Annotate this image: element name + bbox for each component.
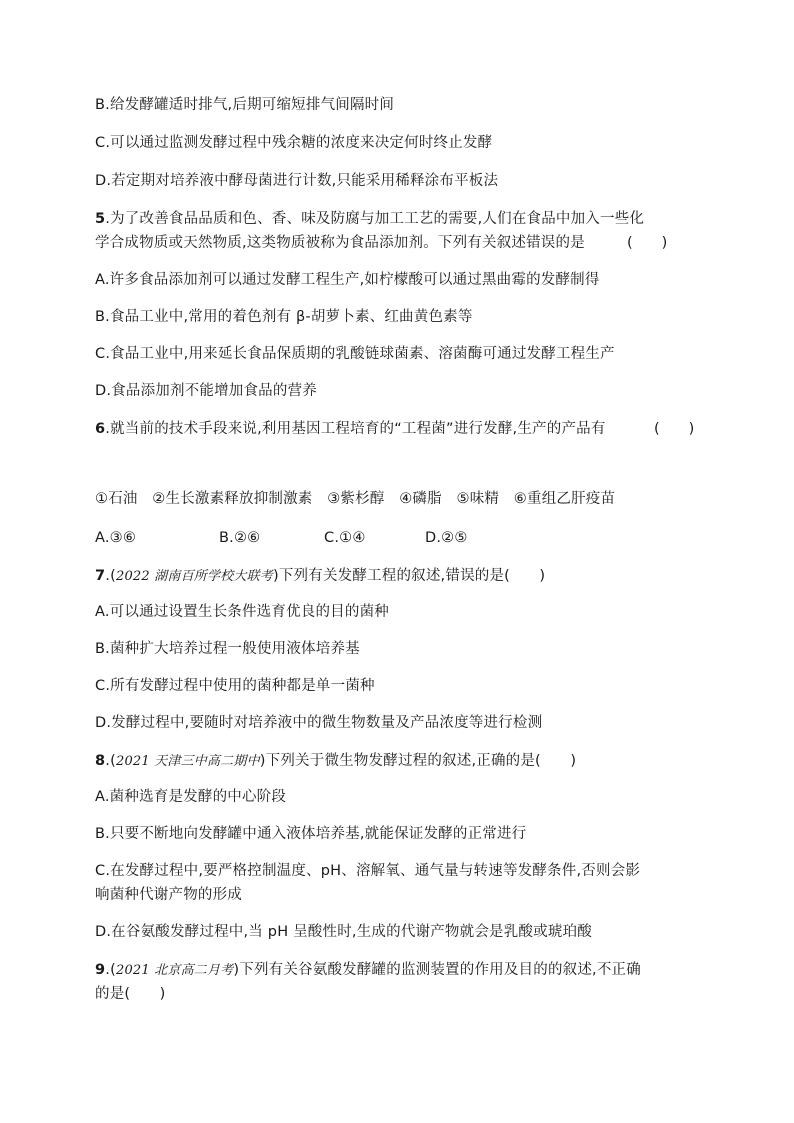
q8-option-b: B.只要不断地向发酵罐中通入液体培养基,就能保证发酵的正常进行 (95, 826, 527, 842)
q6-option-c: C.①④ (324, 530, 366, 546)
q5-option-b: B.食品工业中,常用的着色剂有 β-胡萝卜素、红曲黄色素等 (95, 309, 473, 325)
q5-stem-line2: 学合成物质或天然物质,这类物质被称为食品添加剂。下列有关叙述错误的是 (95, 235, 585, 251)
q5-number: 5 (95, 211, 106, 227)
q7-option-b: B.菌种扩大培养过程一般使用液体培养基 (95, 641, 360, 657)
q7-option-c: C.所有发酵过程中使用的菌种都是单一菌种 (95, 678, 375, 694)
q8-option-a: A.菌种选育是发酵的中心阶段 (95, 789, 287, 805)
q8-option-c-line2: 响菌种代谢产物的形成 (95, 887, 242, 903)
q7-number: 7 (95, 568, 106, 584)
q7-stem (95, 566, 545, 587)
q8-option-d: D.在谷氨酸发酵过程中,当 pH 呈酸性时,生成的代谢产物就会是乳酸或琥珀酸 (95, 924, 592, 940)
q6-option-b: B.②⑥ (219, 530, 261, 546)
q8-stem-text: )下列关于微生物发酵过程的叙述,正确的是( ) (259, 753, 577, 769)
q8-prefix: .( (105, 753, 116, 769)
q7-option-d: D.发酵过程中,要随时对培养液中的微生物数量及产品浓度等进行检测 (95, 715, 543, 731)
q7-stem-text: )下列有关发酵工程的叙述,错误的是( ) (273, 568, 546, 584)
q5-option-a: A.许多食品添加剂可以通过发酵工程生产,如柠檬酸可以通过黑曲霉的发酵制得 (95, 272, 600, 288)
q5-stem-line1 (95, 209, 644, 229)
q8-source: 2021 天津三中高二期中 (115, 754, 260, 769)
q7-source: 2022 湖南百所学校大联考 (115, 569, 273, 584)
q4-option-d: D.若定期对培养液中酵母菌进行计数,只能采用稀释涂布平板法 (95, 173, 499, 189)
q7-prefix: .( (105, 568, 116, 584)
q9-source: 2021 北京高二月考 (115, 963, 234, 978)
q4-option-c: C.可以通过监测发酵过程中残余糖的浓度来决定何时终止发酵 (95, 135, 493, 151)
q5-answer-bracket: ( ) (627, 235, 668, 251)
q9-stem-line2: 的是( ) (95, 986, 166, 1002)
q6-answer-bracket: ( ) (654, 421, 695, 437)
q5-stem-text1: .为了改善食品品质和色、香、味及防腐与加工工艺的需要,人们在食品中加入一些化 (105, 211, 645, 227)
q6-number: 6 (95, 421, 106, 437)
q6-stem (95, 419, 606, 439)
q7-option-a: A.可以通过设置生长条件选育优良的目的菌种 (95, 604, 389, 620)
q6-option-a: A.③⑥ (95, 530, 137, 546)
q5-option-c: C.食品工业中,用来延长食品保质期的乳酸链球菌素、溶菌酶可通过发酵工程生产 (95, 346, 615, 362)
q9-prefix: .( (105, 962, 116, 978)
q9-stem-line1 (95, 960, 641, 981)
q6-option-d: D.②⑤ (425, 530, 468, 546)
q4-option-b: B.给发酵罐适时排气,后期可缩短排气间隔时间 (95, 97, 395, 113)
q8-option-c-line1: C.在发酵过程中,要严格控制温度、pH、溶解氧、通气量与转速等发酵条件,否则会影 (95, 863, 641, 879)
q6-stem-text: .就当前的技术手段来说,利用基因工程培育的“工程菌”进行发酵,生产的产品有 (105, 421, 606, 437)
q8-number: 8 (95, 753, 106, 769)
q6-items: ①石油 ②生长激素释放抑制激素 ③紫杉醇 ④磷脂 ⑤味精 ⑥重组乙肝疫苗 (95, 491, 616, 507)
q5-option-d: D.食品添加剂不能增加食品的营养 (95, 383, 317, 399)
q9-number: 9 (95, 962, 106, 978)
q9-stem-text1: )下列有关谷氨酸发酵罐的监测装置的作用及目的的叙述,不正确 (233, 962, 641, 978)
q8-stem (95, 751, 576, 772)
